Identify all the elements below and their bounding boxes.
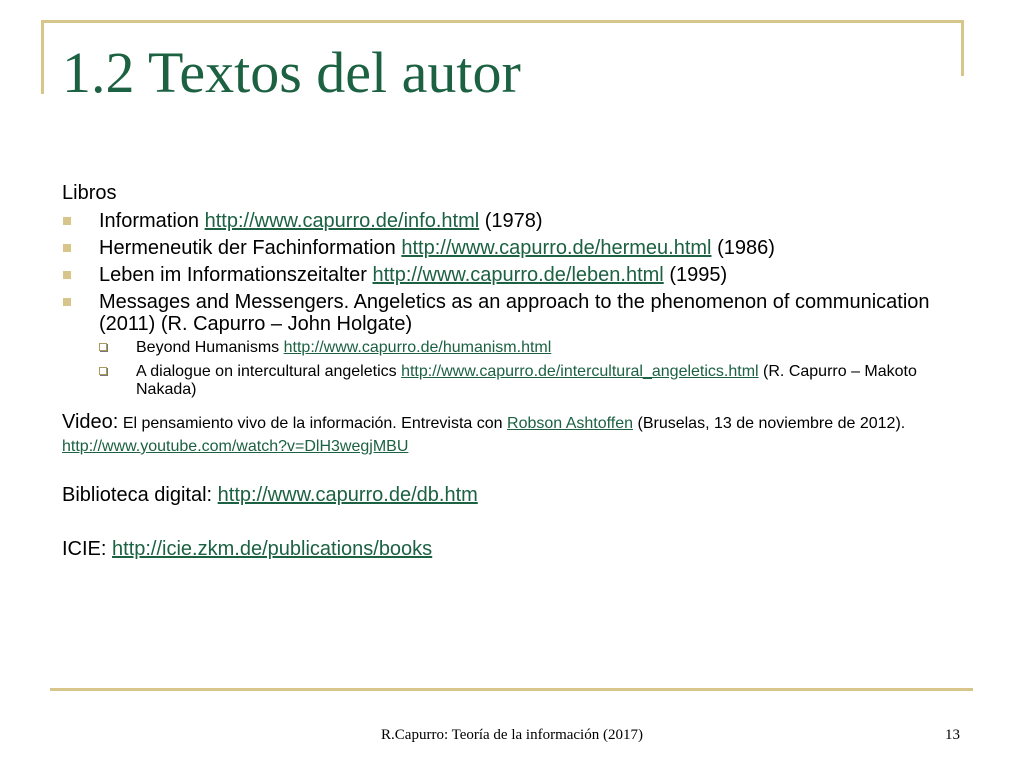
book-link[interactable]: http://www.capurro.de/leben.html — [372, 264, 664, 286]
frame-top-rule — [41, 20, 964, 23]
person-link[interactable]: Robson Ashtoffen — [507, 415, 634, 432]
biblioteca-label: Biblioteca digital: — [62, 484, 213, 506]
icie-line — [62, 537, 962, 561]
sub-list-item — [99, 363, 962, 399]
video-tail: (Bruselas, 13 de noviembre de 2012). — [637, 415, 906, 432]
list-item — [62, 210, 962, 232]
book-title: Leben im Informationszeitalter — [99, 264, 367, 286]
video-text: El pensamiento vivo de la información. Entrevista con — [122, 415, 503, 432]
slide-content — [62, 181, 962, 561]
book-link[interactable]: http://www.capurro.de/hermeu.html — [401, 237, 712, 259]
page-number: 13 — [945, 727, 960, 743]
list-item — [62, 237, 962, 259]
book-title: Information — [99, 210, 200, 232]
sub-list — [99, 339, 962, 399]
video-url-line — [62, 437, 962, 457]
square-bullet-icon — [63, 298, 71, 306]
list-item — [62, 291, 962, 399]
sub-list-item — [99, 339, 962, 357]
shadow-box-bullet-icon — [99, 367, 107, 375]
frame-right-rule — [961, 20, 964, 76]
book-year: (1995) — [669, 264, 728, 286]
biblioteca-link[interactable]: http://www.capurro.de/db.htm — [217, 484, 478, 506]
square-bullet-icon — [63, 271, 71, 279]
icie-label: ICIE: — [62, 538, 107, 560]
square-bullet-icon — [63, 217, 71, 225]
video-label: Video: — [62, 411, 119, 433]
slide-footer: R.Capurro: Teoría de la información (2017) — [381, 727, 643, 743]
biblioteca-line — [62, 483, 962, 507]
sub-item-link[interactable]: http://www.capurro.de/humanism.html — [283, 339, 552, 356]
sub-item-suffix: (R. Capurro – Makoto Nakada) — [136, 363, 917, 398]
book-title: Hermeneutik der Fachinformation — [99, 237, 396, 259]
libros-heading: Libros — [62, 182, 117, 204]
sub-item-title: Beyond Humanisms — [136, 339, 280, 356]
list-item — [62, 264, 962, 286]
book-year: (1986) — [717, 237, 775, 259]
frame-left-rule — [41, 20, 44, 94]
sub-item-title: A dialogue on intercultural angeletics — [136, 363, 397, 380]
book-link[interactable]: http://www.capurro.de/info.html — [204, 210, 480, 232]
frame-bottom-rule — [50, 688, 973, 691]
books-list — [62, 210, 962, 399]
book-year: (1978) — [484, 210, 543, 232]
youtube-link[interactable]: http://www.youtube.com/watch?v=DlH3wegjMBU — [62, 438, 409, 455]
book-title: Messages and Messengers. Angeletics as an approach to the phenomenon of communication (2011) (R. Capurro – John Holgate) — [99, 291, 930, 335]
icie-link[interactable]: http://icie.zkm.de/publications/books — [112, 538, 433, 560]
slide-title: 1.2 Textos del autor — [62, 40, 521, 105]
sub-item-link[interactable]: http://www.capurro.de/intercultural_angeletics.html — [401, 363, 759, 380]
square-bullet-icon — [63, 244, 71, 252]
shadow-box-bullet-icon — [99, 343, 107, 351]
video-entry — [62, 413, 962, 433]
